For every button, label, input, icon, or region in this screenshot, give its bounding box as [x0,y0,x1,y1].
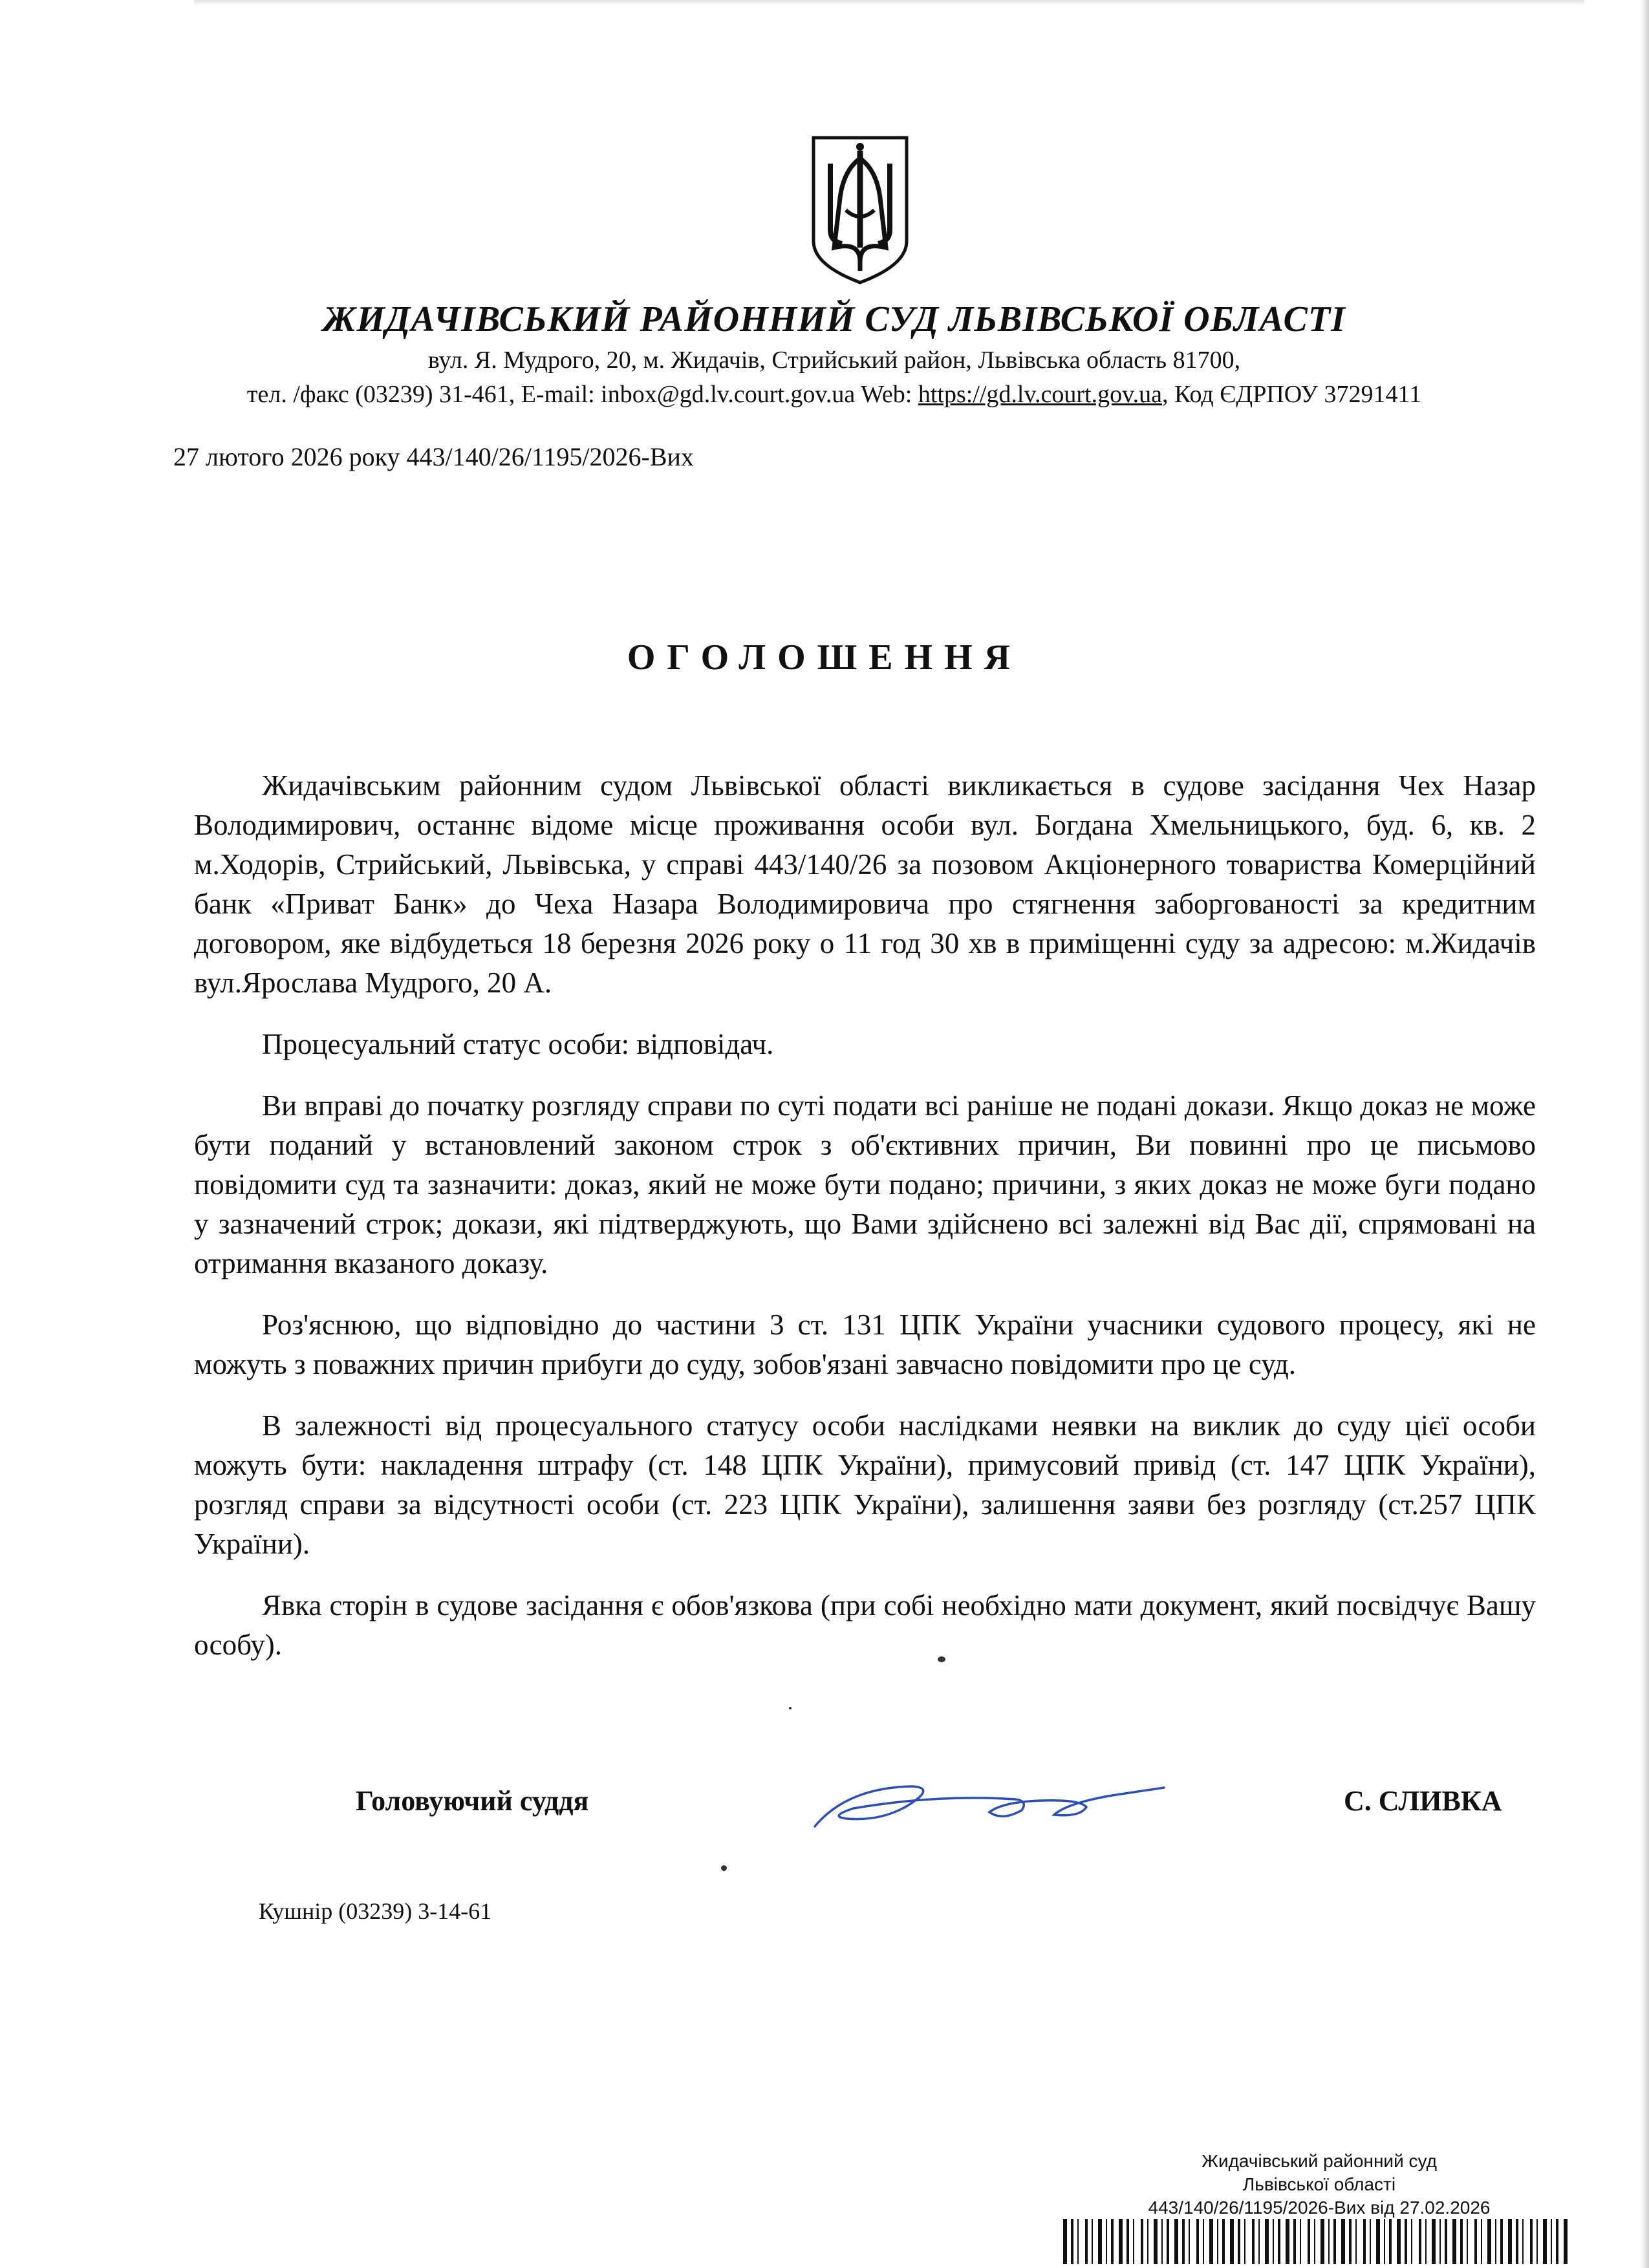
barcode-bar [1119,2219,1123,2264]
barcode-bar [1355,2219,1357,2264]
barcode-bar [1300,2219,1301,2264]
barcode-bar [1278,2219,1280,2264]
stamp-line-number: 443/140/26/1195/2026-Вих від 27.02.2026 [1148,2198,1491,2218]
registration-stamp [1067,2150,1571,2220]
executor-contact: Кушнір (03239) 3-14-61 [259,1898,492,1924]
barcode-bar [1495,2219,1496,2264]
barcode-bar [1098,2219,1102,2264]
barcode-bar [1196,2219,1199,2264]
barcode-bar [1167,2219,1169,2264]
signature-label: Головуючий суддя [356,1785,589,1817]
barcode-bar [1133,2219,1134,2264]
barcode-bar [1460,2219,1463,2264]
barcode-bar [1203,2219,1204,2264]
barcode-bar [1154,2219,1158,2264]
scan-speck [938,1656,945,1662]
barcode-bar [1452,2219,1456,2264]
judge-name: С. СЛИВКА [1344,1785,1502,1817]
barcode-bar [1474,2219,1477,2264]
barcode-bar [1111,2219,1114,2264]
barcode-bar [1189,2219,1190,2264]
barcode-bar [1481,2219,1482,2264]
stamp-line-region: Львівської області [1242,2174,1396,2194]
handwritten-signature [808,1762,1170,1833]
barcode-bar [1286,2219,1289,2264]
registration-barcode [1061,2219,1571,2264]
barcode-bar [1252,2219,1255,2264]
barcode-bar [1328,2219,1330,2264]
barcode-bar [1147,2219,1148,2264]
outgoing-reference: 27 лютого 2026 року 443/140/26/1195/2026-Вих [173,442,694,471]
barcode-bar [1258,2219,1260,2264]
barcode-bar [1376,2219,1380,2264]
barcode-bar [1397,2219,1401,2264]
barcode-bar [1244,2219,1245,2264]
court-contacts [123,380,1546,409]
coat-of-arms-icon [808,133,912,288]
barcode-bar [1182,2219,1185,2264]
barcode-bar [1445,2219,1447,2264]
barcode-bar [1530,2219,1533,2264]
stamp-line-court: Жидачівський районний суд [1202,2151,1437,2171]
barcode-bar [1273,2219,1274,2264]
barcode-bar [1341,2219,1345,2264]
contacts-suffix: , Код ЄДРПОУ 37291411 [1162,381,1422,408]
barcode-bar [1174,2219,1178,2264]
barcode-bar [1230,2219,1234,2264]
barcode-bar [1161,2219,1163,2264]
barcode-bar [1556,2219,1558,2264]
barcode-bar [1349,2219,1352,2264]
barcode-bar [1333,2219,1336,2264]
barcode-bar [1209,2219,1213,2264]
barcode-bar [1432,2219,1436,2264]
barcode-bar [1384,2219,1385,2264]
barcode-bar [1405,2219,1407,2264]
scan-edge-right [1640,0,1649,2268]
court-address: вул. Я. Мудрого, 20, м. Жидачів, Стрийський район, Львівська область 81700, [427,347,1241,374]
barcode-bar [1439,2219,1441,2264]
document-title: ОГОЛОШЕННЯ [627,637,1022,678]
barcode-bar [1389,2219,1392,2264]
barcode-bar [1141,2219,1143,2264]
barcode-bar [1419,2219,1421,2264]
barcode-bar [1085,2219,1088,2264]
barcode-bar [1238,2219,1240,2264]
barcode-bar [1425,2219,1427,2264]
barcode-bar [1314,2219,1315,2264]
barcode-bar [1077,2219,1079,2264]
barcode-bar [1106,2219,1107,2264]
paragraph-explanation: Роз'яснюю, що відповідно до частини 3 ст. 131 ЦПК України учасники судового процесу, які не можуть з поважних причин прибуги до суду, зобов'язані завчасно повідомити про це суд. [194,1309,1536,1380]
paragraph-attendance: Явка сторін в судове засідання є обов'язкова (при собі необхідно мати документ, який посвідчує Вашу особу). [194,1589,1536,1661]
court-name: ЖИДАЧІВСЬКИЙ РАЙОННИЙ СУД ЛЬВІВСЬКОЇ ОБЛАСТІ [323,299,1346,339]
barcode-bar [1522,2219,1524,2264]
barcode-bar [1500,2219,1503,2264]
barcode-bar [1293,2219,1296,2264]
barcode-bar [1564,2219,1568,2264]
court-website-link[interactable]: https://gd.lv.court.gov.ua [918,381,1163,408]
barcode-bar [1543,2219,1547,2264]
barcode-bar [1320,2219,1324,2264]
barcode-bar [1363,2219,1366,2264]
barcode-bar [1551,2219,1552,2264]
barcode-bar [1516,2219,1518,2264]
barcode-bar [1308,2219,1310,2264]
barcode-bar [1370,2219,1371,2264]
barcode-bar [1092,2219,1093,2264]
barcode-bar [1467,2219,1468,2264]
paragraph-consequences: В залежності від процесуального статусу особи наслідками неявки на виклик до суду цієї особи можуть бути: накладення штрафу (ст. 148 ЦПК України), примусовий привід (ст. 147 ЦПК України), розгляд справи за відсутності особи (ст. 223 ЦПК України), залишення заяви без розгляду (ст.257 ЦПК України). [194,1409,1536,1560]
barcode-bar [1222,2219,1225,2264]
paragraph-procedural-status: Процесуальний статус особи: відповідач. [262,1028,774,1060]
notice-body [194,766,1536,1687]
barcode-bar [1063,2219,1067,2264]
scan-speck [721,1865,727,1871]
barcode-bar [1487,2219,1491,2264]
scan-speck [789,1707,792,1709]
barcode-bar [1265,2219,1269,2264]
contacts-prefix: тел. /факс (03239) 31-461, E-mail: inbox@gd.lv.court.gov.ua Web: [246,381,918,408]
barcode-bar [1536,2219,1538,2264]
barcode-bar [1508,2219,1512,2264]
barcode-bar [1071,2219,1073,2264]
barcode-bar [1411,2219,1412,2264]
paragraph-evidence: Ви вправі до початку розгляду справи по суті подати всі раніше не подані докази. Якщо доказ не може бути поданий у встановлений законом строк з об'єктивних причин, Ви повинні про це письмово повідомити суд та зазначити: доказ, який не може бути подано; причини, з яких доказ не може буги подано у зазначений строк; докази, які підтверджують, що Вами здійснено всі залежні від Вас дії, спрямовані на отримання вказаного доказу. [194,1089,1536,1279]
barcode-bar [1126,2219,1129,2264]
scan-edge-top [194,0,1584,6]
barcode-bar [1217,2219,1218,2264]
paragraph-summons: Жидачівським районним судом Львівської області викликається в судове засідання Чех Назар Володимирович, останнє відоме місце проживання особи вул. Богдана Хмельницького, буд. 6, кв. 2 м.Ходорів, Стрийський, Львівська, у справі 443/140/26 за позовом Акціонерного товариства Комерційний банк «Приват Банк» до Чеха Назара Володимировича про стягнення заборгованості за кредитним договором, яке відбудеться 18 березня 2026 року о 11 год 30 хв в приміщенні суду за адресою: м.Жидачів вул.Ярослава Мудрого, 20 А. [194,769,1536,999]
